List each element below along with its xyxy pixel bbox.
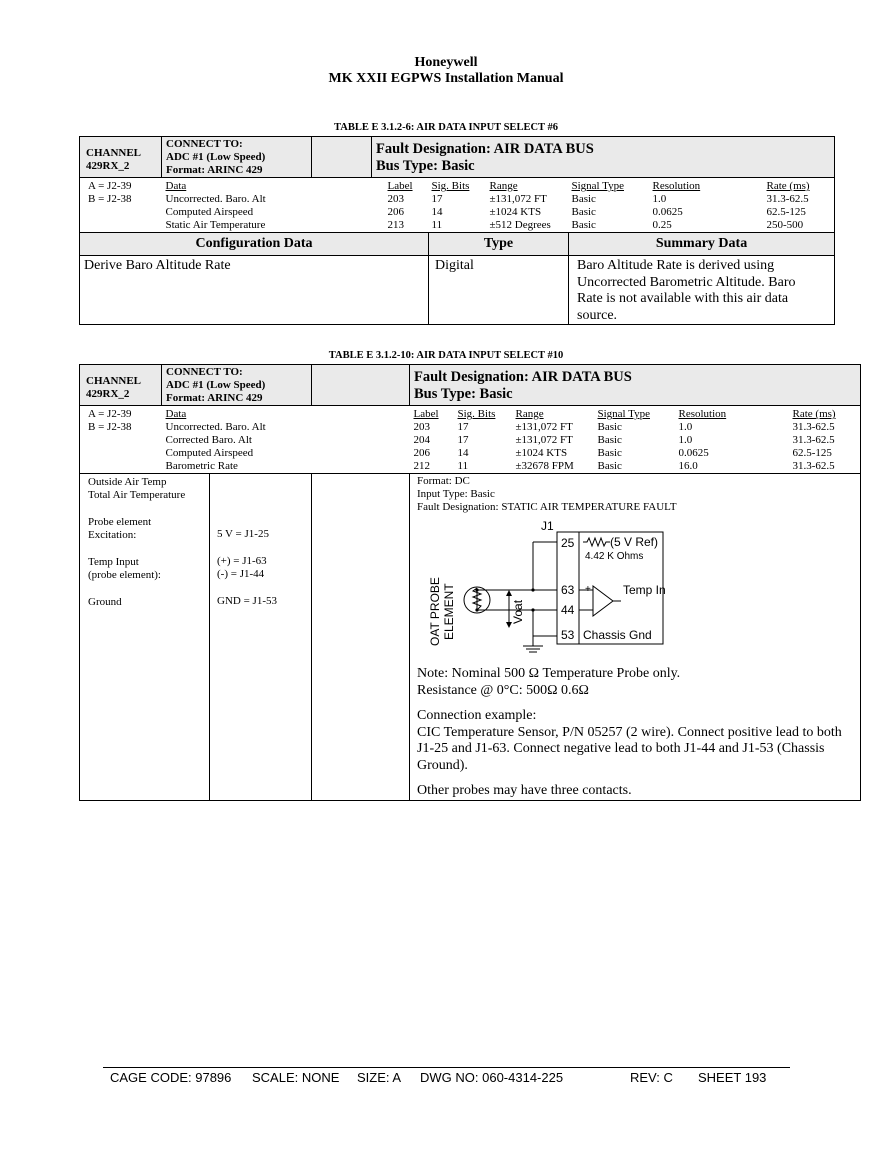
- table1-rate-col: Rate (ms) 31.3-62.5 62.5-125 250-500: [767, 178, 835, 233]
- config-data-header: Configuration Data: [80, 233, 429, 256]
- table1-range-col: Range ±131,072 FT ±1024 KTS ±512 Degrees: [487, 178, 569, 233]
- header-manual-title: MK XXII EGPWS Installation Manual: [328, 71, 564, 86]
- table2-signal-col: Signal Type Basic Basic Basic Basic: [595, 406, 676, 474]
- footer-rev: REV: C: [630, 1070, 673, 1085]
- footer-sheet: SHEET 193: [698, 1070, 767, 1085]
- note-resistance: Resistance @ 0°C: 500Ω 0.6Ω: [417, 682, 589, 698]
- table1-sigbits-col: Sig. Bits 17 14 11: [429, 178, 487, 233]
- table2-rate-col: Rate (ms) 31.3-62.5 31.3-62.5 62.5-125 31.3-62.5: [793, 406, 861, 474]
- pin-53: 53: [561, 628, 575, 642]
- table2-caption: TABLE E 3.1.2-10: AIR DATA INPUT SELECT #10: [328, 350, 564, 361]
- table1: [79, 136, 835, 325]
- note-probe: Note: Nominal 500 Ω Temperature Probe only.: [417, 666, 681, 681]
- table1-channel: CHANNEL 429RX_2: [80, 137, 162, 178]
- table2-blank: [312, 365, 410, 406]
- footer-scale: SCALE: NONE: [252, 1070, 340, 1085]
- ohms-label: 4.42 K Ohms: [585, 551, 644, 562]
- table1-label-col: Label 203 206 213: [384, 178, 429, 233]
- header-company: Honeywell: [414, 55, 478, 70]
- op-amp-symbol: [593, 586, 613, 616]
- minus-sign: -: [585, 605, 589, 616]
- table2-pins: A = J2-39 B = J2-38: [80, 406, 162, 474]
- table2-data-col: Data Uncorrected. Baro. Alt Corrected Baro. Alt Computed Airspeed Barometric Rate: [162, 406, 410, 474]
- type-header: Type: [429, 233, 569, 256]
- table2-resolution-col: Resolution 1.0 1.0 0.0625 16.0: [676, 406, 793, 474]
- chassis-gnd-label: Chassis Gnd: [583, 628, 652, 642]
- probe-label-1: OAT PROBE: [428, 577, 442, 646]
- summary-data-header: Summary Data: [569, 233, 835, 256]
- oat-labels-cell: Outside Air Temp Total Air Temperature Probe element Excitation: Temp Input (probe element): Ground: [80, 474, 210, 801]
- table1-signal-col: Signal Type Basic Basic Basic: [569, 178, 650, 233]
- type-cell: Digital: [429, 256, 569, 325]
- oat-probe-wiring-diagram: [417, 518, 697, 660]
- plus-sign: +: [585, 584, 591, 595]
- table2-sigbits-col: Sig. Bits 17 17 14 11: [455, 406, 513, 474]
- table2-fault-designation: Fault Designation: AIR DATA BUS Bus Type: Basic: [410, 365, 861, 406]
- connection-example-text: CIC Temperature Sensor, P/N 05257 (2 wire). Connect positive lead to both J1-25 and J1-63. Connect negative lead to both J1-44 and J1-53 (Chassis Ground).: [417, 724, 842, 773]
- temp-in-label: Temp In: [623, 583, 666, 597]
- table1-resolution-col: Resolution 1.0 0.0625 0.25: [650, 178, 767, 233]
- footer-dwg-no: DWG NO: 060-4314-225: [420, 1070, 564, 1085]
- footer-rule: [103, 1067, 790, 1068]
- table2-range-col: Range ±131,072 FT ±131,072 FT ±1024 KTS ±32678 FPM: [513, 406, 595, 474]
- oat-detail-cell: Format: DC Input Type: Basic Fault Designation: STATIC AIR TEMPERATURE FAULT J1 25 63 44 53 (5 V Ref) 4.42 K Ohms + - Temp In Chassis Gnd Voat OAT PROBE ELEMENT Note: Nominal 500 Ω Temperature Probe only. Resistance @ 0°C: 500Ω 0.6Ω Connection example: CIC Temperature Sensor, P/N 05257 (2 wire). Connect positive lead to both J1-25 and J1-63. Connect negative lead to both J1-44 and J1-53 (Chassis Ground). Other probes may have three contacts.: [410, 474, 861, 801]
- connection-example-title: Connection example:: [417, 708, 537, 723]
- other-probes-note: Other probes may have three contacts.: [417, 783, 632, 798]
- table1-pins: A = J2-39 B = J2-38: [80, 178, 162, 233]
- ref-label: (5 V Ref): [610, 535, 659, 549]
- resistor-symbol: [583, 538, 610, 546]
- oat-blank-cell: [312, 474, 410, 801]
- table1-connect-to: CONNECT TO: ADC #1 (Low Speed) Format: ARINC 429: [162, 137, 312, 178]
- table2-label-col: Label 203 204 206 212: [410, 406, 455, 474]
- table1-fault-designation: Fault Designation: AIR DATA BUS Bus Type: Basic: [372, 137, 835, 178]
- oat-pins-cell: 5 V = J1-25 (+) = J1-63 (-) = J1-44 GND = J1-53: [210, 474, 312, 801]
- voat-label: Voat: [511, 599, 525, 624]
- connector-label: J1: [541, 519, 554, 533]
- table2: [79, 364, 861, 801]
- table1-data-col: Data Uncorrected. Baro. Alt Computed Airspeed Static Air Temperature: [162, 178, 384, 233]
- footer-size: SIZE: A: [357, 1070, 402, 1085]
- table1-caption: TABLE E 3.1.2-6: AIR DATA INPUT SELECT #6: [334, 122, 558, 133]
- table2-connect-to: CONNECT TO: ADC #1 (Low Speed) Format: ARINC 429: [162, 365, 312, 406]
- pin-25: 25: [561, 536, 575, 550]
- summary-data-cell: Baro Altitude Rate is derived using Uncorrected Barometric Altitude. Baro Rate is not available with this air data source.: [569, 256, 835, 325]
- config-data-cell: Derive Baro Altitude Rate: [80, 256, 429, 325]
- pin-63: 63: [561, 583, 575, 597]
- pin-44: 44: [561, 603, 575, 617]
- table2-channel: CHANNEL 429RX_2: [80, 365, 162, 406]
- footer-cage-code: CAGE CODE: 97896: [110, 1070, 232, 1085]
- probe-label-2: ELEMENT: [442, 583, 456, 640]
- table1-blank: [312, 137, 372, 178]
